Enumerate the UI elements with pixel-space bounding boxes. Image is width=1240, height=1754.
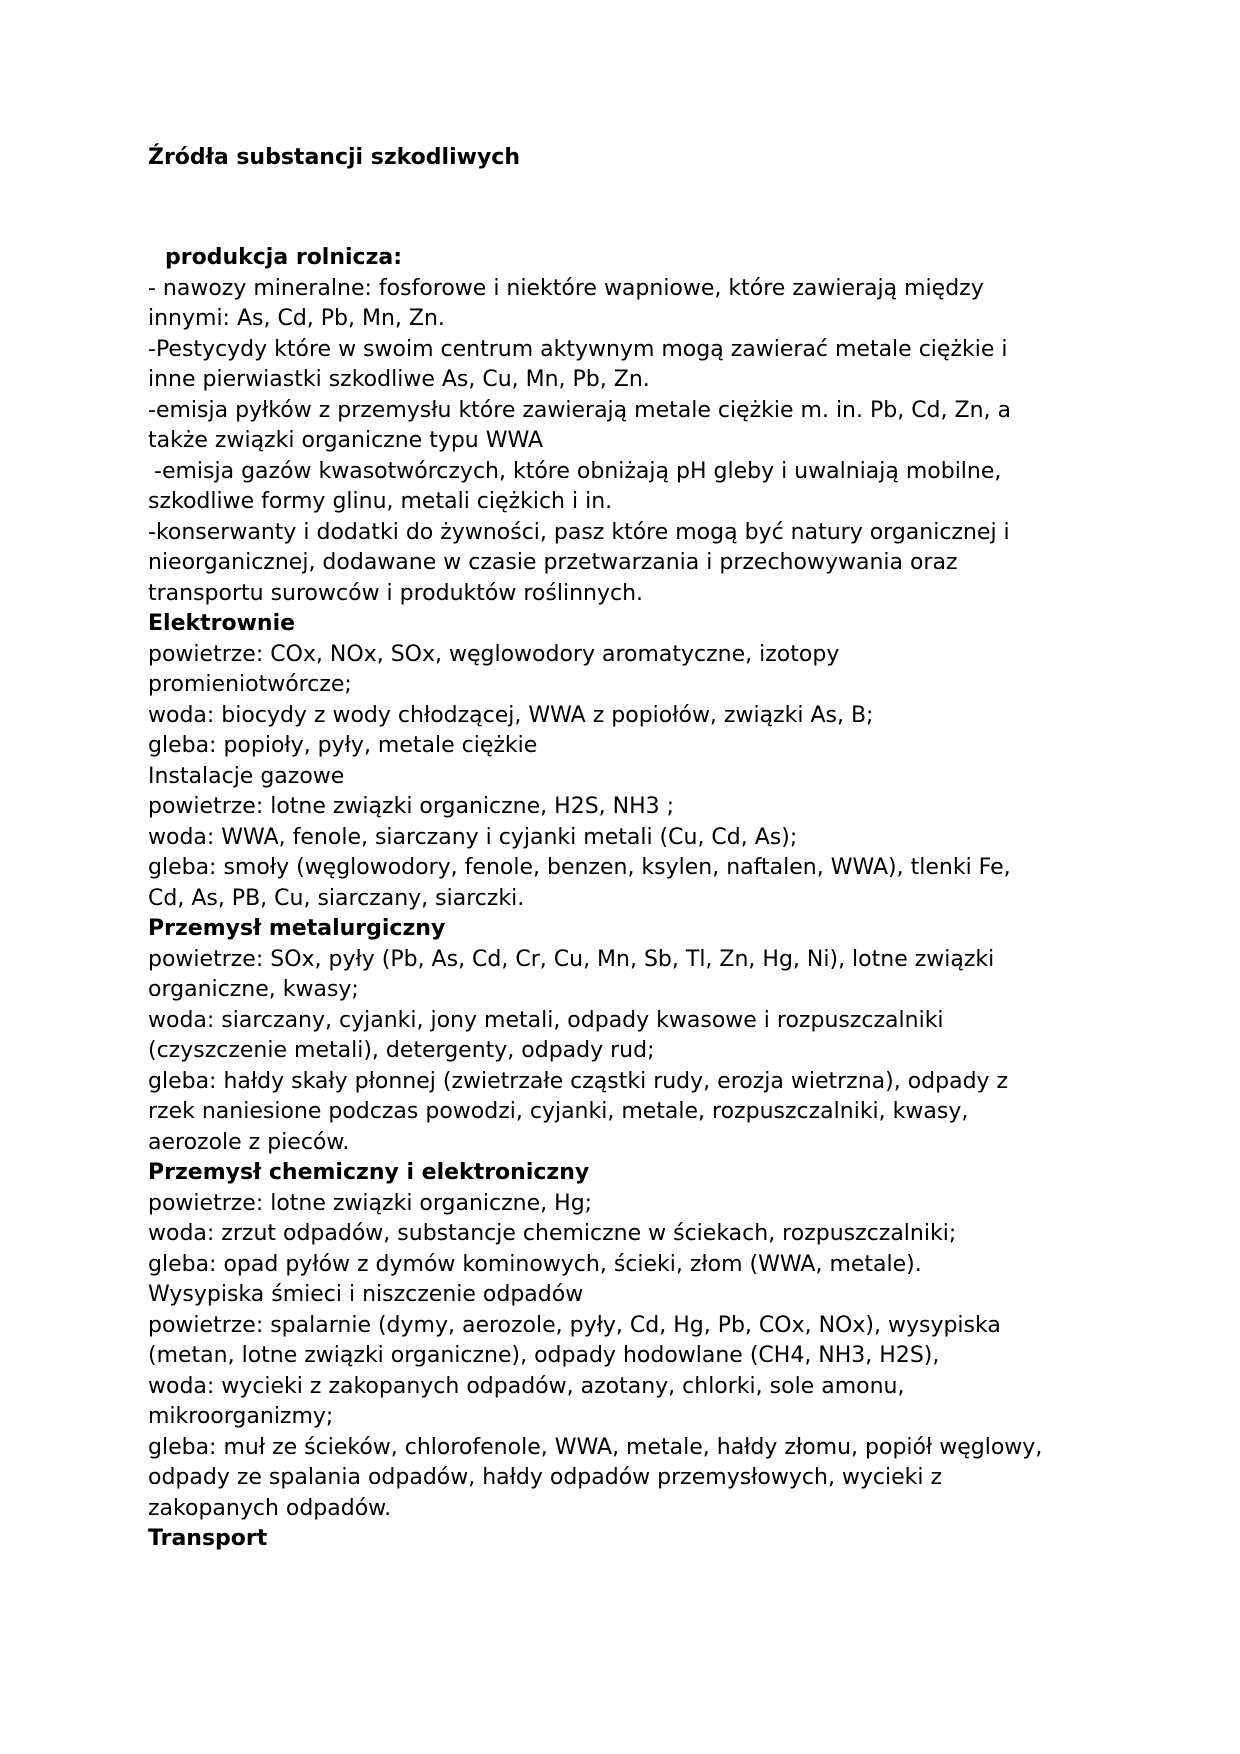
text-line: gleba: hałdy skały płonnej (zwietrzałe cząstki rudy, erozja wietrzna), odpady z (148, 1068, 1009, 1094)
section-heading: Przemysł metalurgiczny (148, 916, 446, 941)
text-line: Cd, As, PB, Cu, siarczany, siarczki. (148, 885, 525, 911)
text-line: gleba: smoły (węglowodory, fenole, benzen, ksylen, naftalen, WWA), tlenki Fe, (148, 855, 1011, 880)
text-line: powietrze: lotne związki organiczne, H2S, NH3 ; (148, 794, 675, 819)
text-line: promieniotwórcze; (148, 672, 352, 697)
section-heading: Elektrownie (148, 611, 296, 636)
text-line: odpady ze spalania odpadów, hałdy odpadów przemysłowych, wycieki z (148, 1465, 943, 1490)
text-line: nieorganicznej, dodawane w czasie przetwarzania i przechowywania oraz (148, 550, 958, 575)
text-line: -emisja gazów kwasotwórczych, które obniżają pH gleby i uwalniają mobilne, (154, 458, 1002, 484)
text-line: transportu surowców i produktów roślinnych. (148, 580, 644, 606)
text-line: innymi: As, Cd, Pb, Mn, Zn. (148, 306, 445, 331)
section-heading: Transport (148, 1526, 268, 1551)
document-title: Źródła substancji szkodliwych (148, 145, 520, 170)
text-line: -konserwanty i dodatki do żywności, pasz które mogą być natury organicznej i (148, 519, 1010, 545)
text-line: inne pierwiastki szkodliwe As, Cu, Mn, Pb, Zn. (148, 367, 650, 392)
text-line: (czyszczenie metali), detergenty, odpady rud; (148, 1038, 655, 1063)
text-line: mikroorganizmy; (148, 1404, 334, 1429)
text-line: woda: biocydy z wody chłodzącej, WWA z popiołów, związki As, B; (148, 702, 874, 728)
text-line: Instalacje gazowe (148, 763, 345, 789)
title-spacer (148, 173, 1108, 243)
text-line: woda: WWA, fenole, siarczany i cyjanki metali (Cu, Cd, As); (148, 824, 798, 850)
text-line: rzek naniesione podczas powodzi, cyjanki, metale, rozpuszczalniki, kwasy, (148, 1099, 969, 1124)
text-line: szkodliwe formy glinu, metali ciężkich i in. (148, 489, 613, 514)
text-line: powietrze: SOx, pyły (Pb, As, Cd, Cr, Cu, Mn, Sb, Tl, Zn, Hg, Ni), lotne związki (148, 946, 995, 972)
text-line: woda: wycieki z zakopanych odpadów, azotany, chlorki, sole amonu, (148, 1373, 905, 1399)
document-page (148, 143, 1108, 1555)
text-line: także związki organiczne typu WWA (148, 428, 544, 453)
text-line: Wysypiska śmieci i niszczenie odpadów (148, 1282, 584, 1307)
text-line: powietrze: spalarnie (dymy, aerozole, pyły, Cd, Hg, Pb, COx, NOx), wysypiska (148, 1312, 1001, 1338)
text-line: gleba: muł ze ścieków, chlorofenole, WWA, metale, hałdy złomu, popiół węglowy, (148, 1434, 1043, 1460)
text-line: aerozole z pieców. (148, 1129, 350, 1155)
document-body (148, 243, 1108, 1555)
text-line: powietrze: COx, NOx, SOx, węglowodory aromatyczne, izotopy (148, 641, 840, 667)
text-line: woda: zrzut odpadów, substancje chemiczne w ściekach, rozpuszczalniki; (148, 1221, 957, 1246)
section-heading: Przemysł chemiczny i elektroniczny (148, 1160, 590, 1185)
text-line: organiczne, kwasy; (148, 977, 359, 1002)
text-line: gleba: opad pyłów z dymów kominowych, ścieki, złom (WWA, metale). (148, 1251, 922, 1277)
text-line: powietrze: lotne związki organiczne, Hg; (148, 1190, 593, 1216)
text-line: woda: siarczany, cyjanki, jony metali, odpady kwasowe i rozpuszczalniki (148, 1007, 944, 1033)
section-heading: produkcja rolnicza: (165, 245, 403, 270)
text-line: (metan, lotne związki organiczne), odpady hodowlane (CH4, NH3, H2S), (148, 1343, 940, 1368)
text-line: - nawozy mineralne: fosforowe i niektóre wapniowe, które zawierają między (148, 275, 984, 301)
text-line: zakopanych odpadów. (148, 1495, 392, 1521)
text-line: -emisja pyłków z przemysłu które zawierają metale ciężkie m. in. Pb, Cd, Zn, a (148, 397, 1011, 423)
text-line: gleba: popioły, pyły, metale ciężkie (148, 733, 538, 758)
text-line: -Pestycydy które w swoim centrum aktywnym mogą zawierać metale ciężkie i (148, 336, 1008, 362)
